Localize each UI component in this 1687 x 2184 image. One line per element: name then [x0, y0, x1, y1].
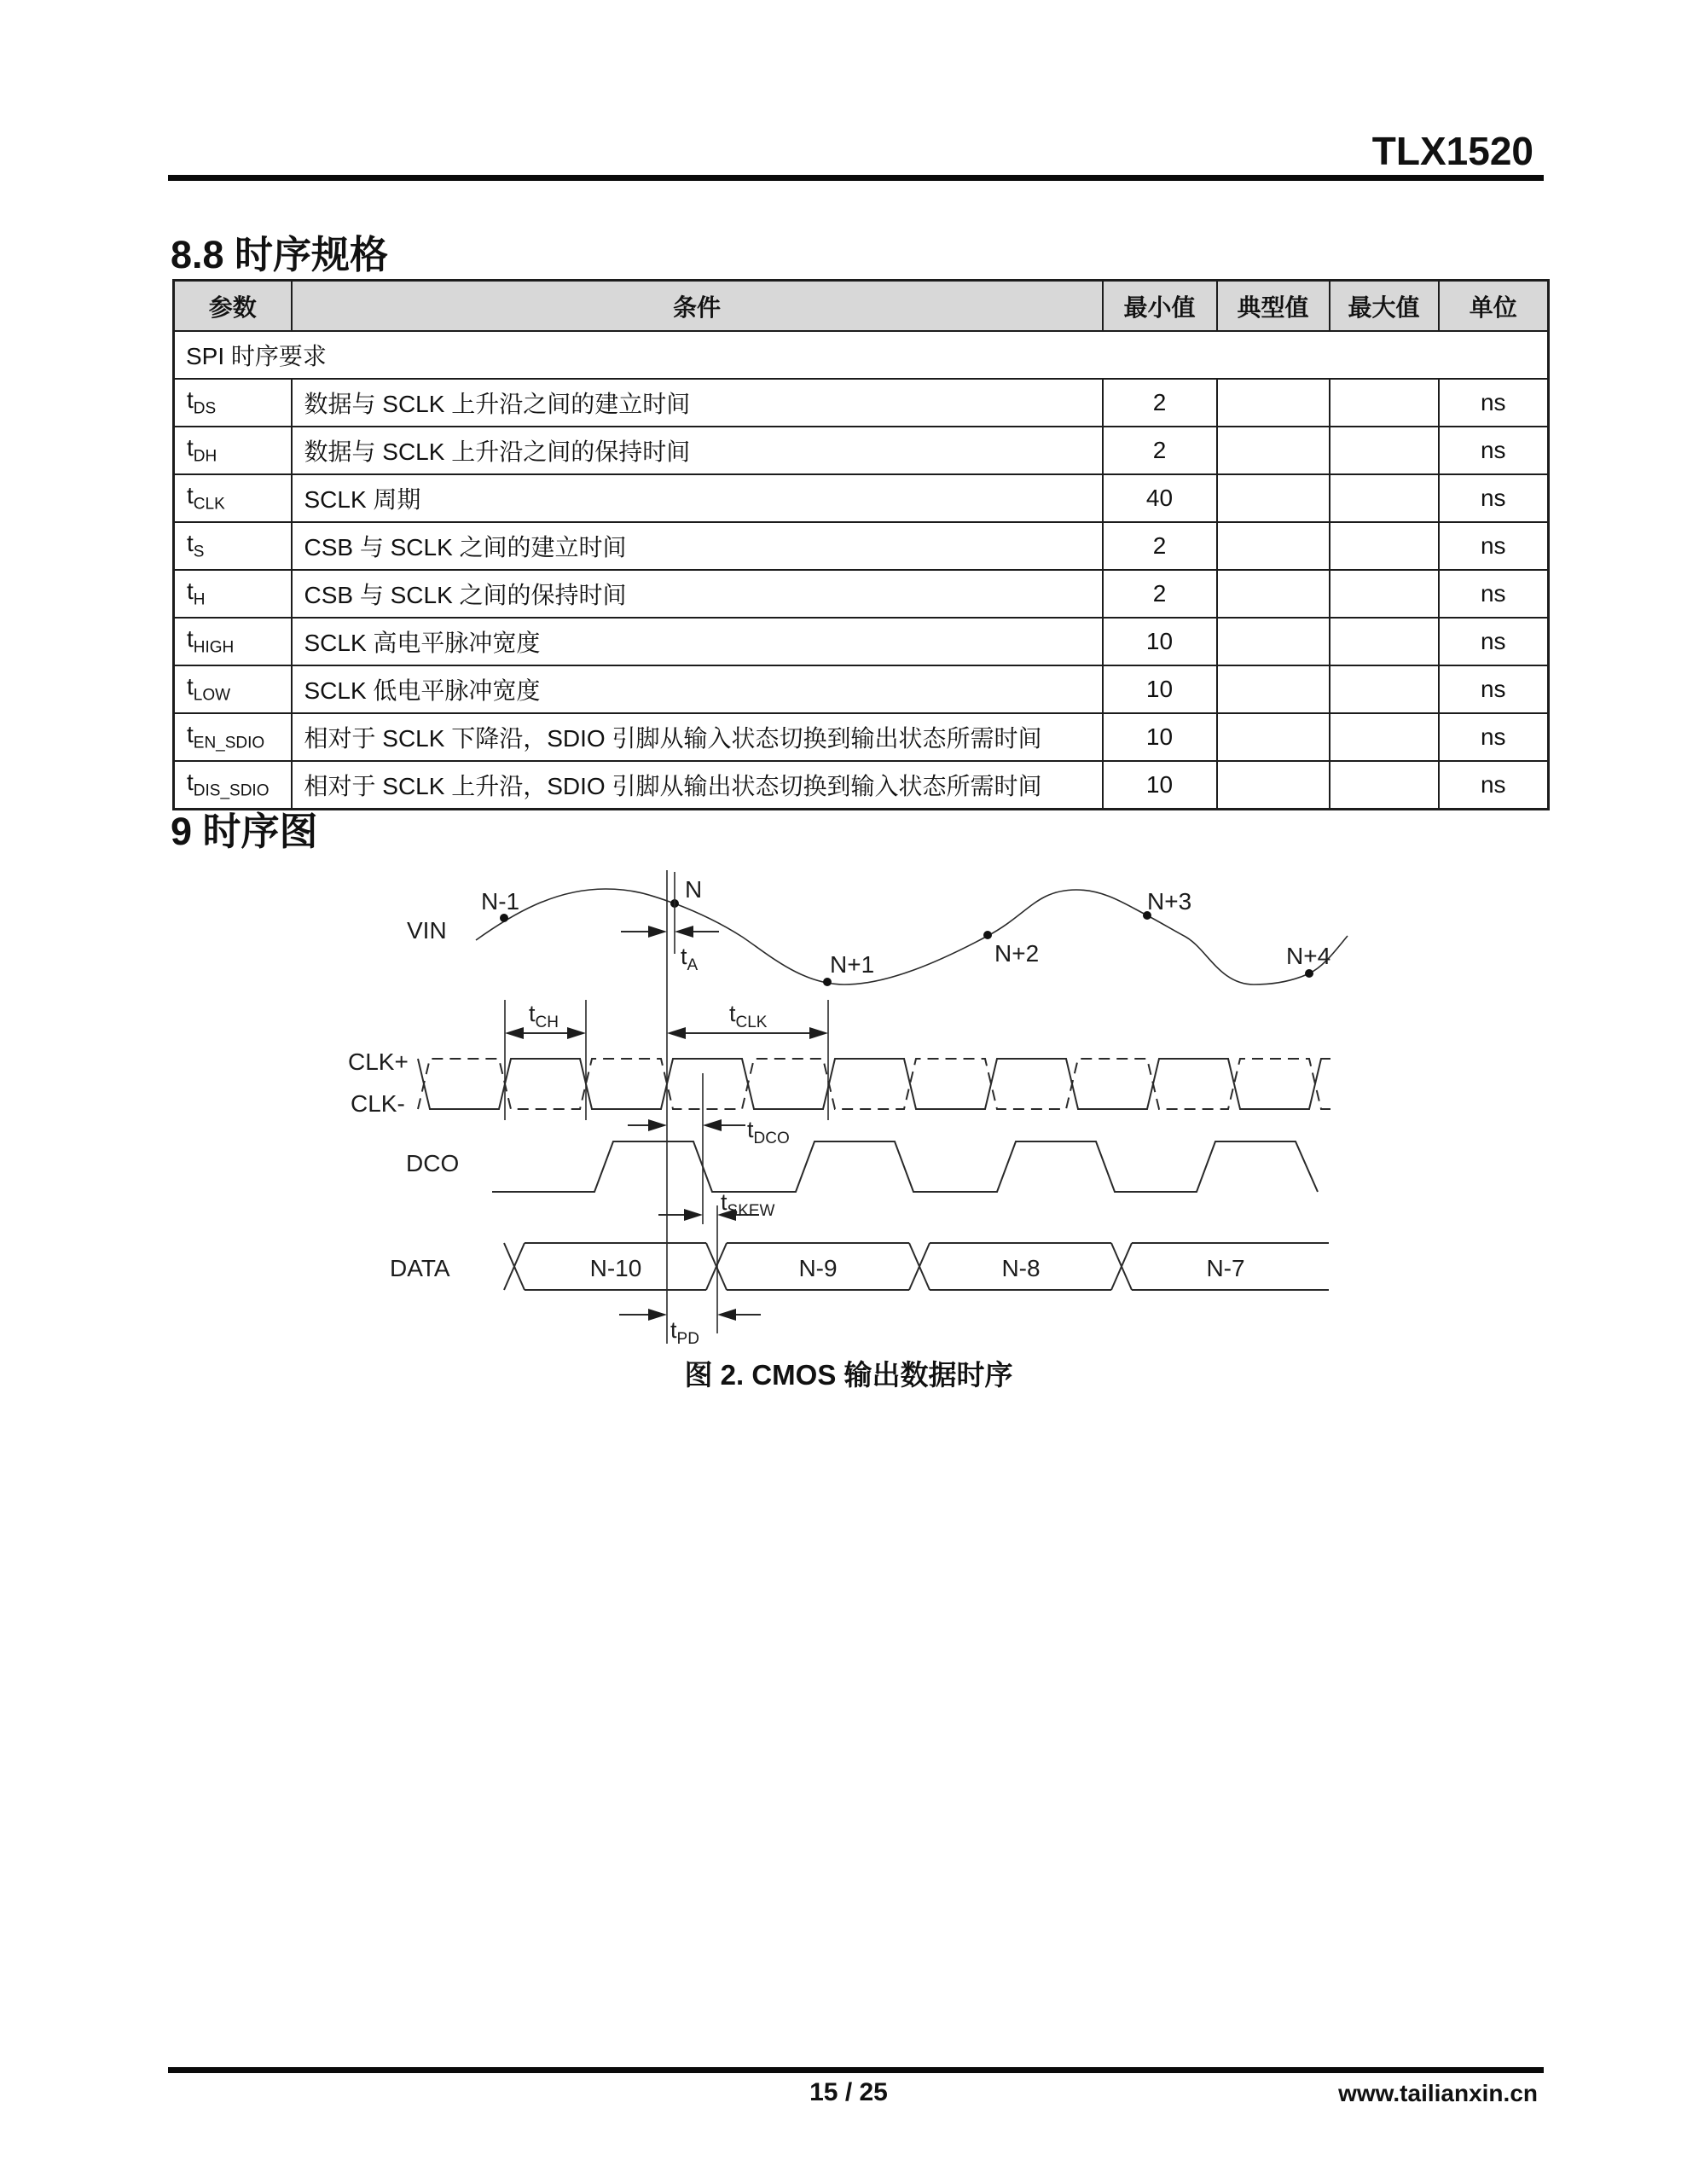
table-row: [174, 474, 1549, 522]
tch-arrowhead-left: [505, 1027, 524, 1039]
unit-cell: ns: [1439, 474, 1549, 522]
header-rule: [168, 175, 1544, 181]
condition-cell: CSB 与 SCLK 之间的保持时间: [292, 570, 1103, 618]
sample-label-n-1: N-1: [481, 888, 520, 915]
condition-cell: SCLK 高电平脉冲宽度: [292, 618, 1103, 665]
typ-cell: [1217, 522, 1330, 570]
condition-cell: SCLK 周期: [292, 474, 1103, 522]
col-header-param: 参数: [174, 281, 292, 332]
table-group-row: [174, 331, 1549, 379]
table-row: [174, 522, 1549, 570]
param-cell: $t_S$: [174, 522, 292, 570]
min-cell: 2: [1103, 570, 1217, 618]
section-title-timing-diagram: 9 时序图: [171, 810, 318, 853]
col-header-condition: 条件: [292, 281, 1103, 332]
unit-cell: ns: [1439, 427, 1549, 474]
max-cell: [1330, 665, 1439, 713]
sample-dot-n4: [1305, 969, 1313, 978]
table-header-row: [174, 281, 1549, 332]
table-row: [174, 427, 1549, 474]
min-cell: 2: [1103, 427, 1217, 474]
min-cell: 2: [1103, 522, 1217, 570]
tskew-label: tSKEW: [721, 1189, 775, 1220]
unit-cell: ns: [1439, 379, 1549, 427]
ta-label: tA: [681, 944, 699, 974]
tch-arrowhead-right: [567, 1027, 586, 1039]
data-label: DATA: [390, 1255, 450, 1281]
tdco-label: tDCO: [747, 1117, 790, 1147]
tpd-label: tPD: [670, 1317, 699, 1348]
max-cell: [1330, 570, 1439, 618]
table-row: [174, 713, 1549, 761]
max-cell: [1330, 761, 1439, 810]
clk-solid-wave: [418, 1059, 1330, 1109]
param-cell: $t_{CLK}$: [174, 474, 292, 522]
clk-plus-label: CLK+: [348, 1048, 409, 1075]
col-header-typ: 典型值: [1217, 281, 1330, 332]
product-title: TLX1520: [1371, 129, 1533, 173]
condition-cell: 相对于 SCLK 下降沿，SDIO 引脚从输入状态切换到输出状态所需时间: [292, 713, 1103, 761]
max-cell: [1330, 427, 1439, 474]
ta-right-arrowhead: [675, 926, 693, 938]
data-cell-n-7: N-7: [1206, 1255, 1245, 1281]
min-cell: 10: [1103, 665, 1217, 713]
max-cell: [1330, 522, 1439, 570]
data-cell-n-10: N-10: [589, 1255, 642, 1281]
tclk-label: tCLK: [729, 1001, 768, 1031]
sample-dot-n-1: [500, 914, 508, 922]
param-cell: $t_{LOW}$: [174, 665, 292, 713]
min-cell: 10: [1103, 713, 1217, 761]
ta-left-arrowhead: [648, 926, 667, 938]
table-row: [174, 570, 1549, 618]
typ-cell: [1217, 570, 1330, 618]
sample-label-n2: N+2: [994, 940, 1040, 967]
unit-cell: ns: [1439, 570, 1549, 618]
max-cell: [1330, 474, 1439, 522]
condition-cell: 数据与 SCLK 上升沿之间的保持时间: [292, 427, 1103, 474]
min-cell: 40: [1103, 474, 1217, 522]
vin-sine-wave: [476, 889, 1348, 985]
sample-dot-n1: [823, 978, 832, 986]
param-cell: $t_{HIGH}$: [174, 618, 292, 665]
sample-dot-n2: [983, 931, 992, 939]
typ-cell: [1217, 761, 1330, 810]
param-cell: $t_{DS}$: [174, 379, 292, 427]
unit-cell: ns: [1439, 522, 1549, 570]
typ-cell: [1217, 379, 1330, 427]
vin-label: VIN: [407, 917, 447, 944]
sample-label-n3: N+3: [1147, 888, 1192, 915]
typ-cell: [1217, 427, 1330, 474]
section-title-timing-spec: 8.8 时序规格: [171, 233, 389, 276]
tch-label: tCH: [529, 1001, 559, 1031]
sample-label-n: N: [685, 876, 703, 903]
tskew-left-arrowhead: [684, 1209, 703, 1221]
max-cell: [1330, 713, 1439, 761]
unit-cell: ns: [1439, 665, 1549, 713]
tclk-arrowhead-left: [667, 1027, 686, 1039]
param-cell: $t_H$: [174, 570, 292, 618]
page-number: 15 / 25: [809, 2078, 888, 2106]
footer-rule: [168, 2067, 1544, 2073]
figure-caption: 图 2. CMOS 输出数据时序: [684, 1359, 1013, 1391]
unit-cell: ns: [1439, 761, 1549, 810]
group-row-label: SPI 时序要求: [174, 331, 1549, 379]
timing-spec-table: [172, 279, 1550, 810]
condition-cell: 数据与 SCLK 上升沿之间的建立时间: [292, 379, 1103, 427]
col-header-unit: 单位: [1439, 281, 1549, 332]
max-cell: [1330, 379, 1439, 427]
timing-diagram: [337, 857, 1386, 1408]
tdco-right-arrowhead: [703, 1119, 722, 1131]
sample-label-n1: N+1: [830, 951, 875, 978]
tpd-right-arrowhead: [717, 1309, 736, 1321]
table-row: [174, 618, 1549, 665]
clk-dashed-wave: [418, 1059, 1330, 1109]
col-header-max: 最大值: [1330, 281, 1439, 332]
param-cell: $t_{EN\_SDIO}$: [174, 713, 292, 761]
condition-cell: SCLK 低电平脉冲宽度: [292, 665, 1103, 713]
website-link: www.tailianxin.cn: [1338, 2080, 1538, 2106]
condition-cell: 相对于 SCLK 上升沿，SDIO 引脚从输出状态切换到输入状态所需时间: [292, 761, 1103, 810]
param-cell: $t_{DIS\_SDIO}$: [174, 761, 292, 810]
condition-cell: CSB 与 SCLK 之间的建立时间: [292, 522, 1103, 570]
data-cell-n-8: N-8: [1001, 1255, 1041, 1281]
typ-cell: [1217, 474, 1330, 522]
table-row: [174, 665, 1549, 713]
col-header-min: 最小值: [1103, 281, 1217, 332]
dco-wave: [492, 1141, 1318, 1192]
max-cell: [1330, 618, 1439, 665]
table-row: [174, 761, 1549, 810]
tclk-arrowhead-right: [809, 1027, 828, 1039]
typ-cell: [1217, 618, 1330, 665]
sample-label-n4: N+4: [1286, 943, 1331, 969]
tpd-left-arrowhead: [648, 1309, 667, 1321]
dco-label: DCO: [406, 1150, 460, 1176]
min-cell: 2: [1103, 379, 1217, 427]
min-cell: 10: [1103, 618, 1217, 665]
table-row: [174, 379, 1549, 427]
data-cell-n-9: N-9: [798, 1255, 838, 1281]
clk-minus-label: CLK-: [351, 1090, 405, 1117]
typ-cell: [1217, 713, 1330, 761]
typ-cell: [1217, 665, 1330, 713]
unit-cell: ns: [1439, 618, 1549, 665]
param-cell: $t_{DH}$: [174, 427, 292, 474]
tdco-left-arrowhead: [648, 1119, 667, 1131]
min-cell: 10: [1103, 761, 1217, 810]
unit-cell: ns: [1439, 713, 1549, 761]
